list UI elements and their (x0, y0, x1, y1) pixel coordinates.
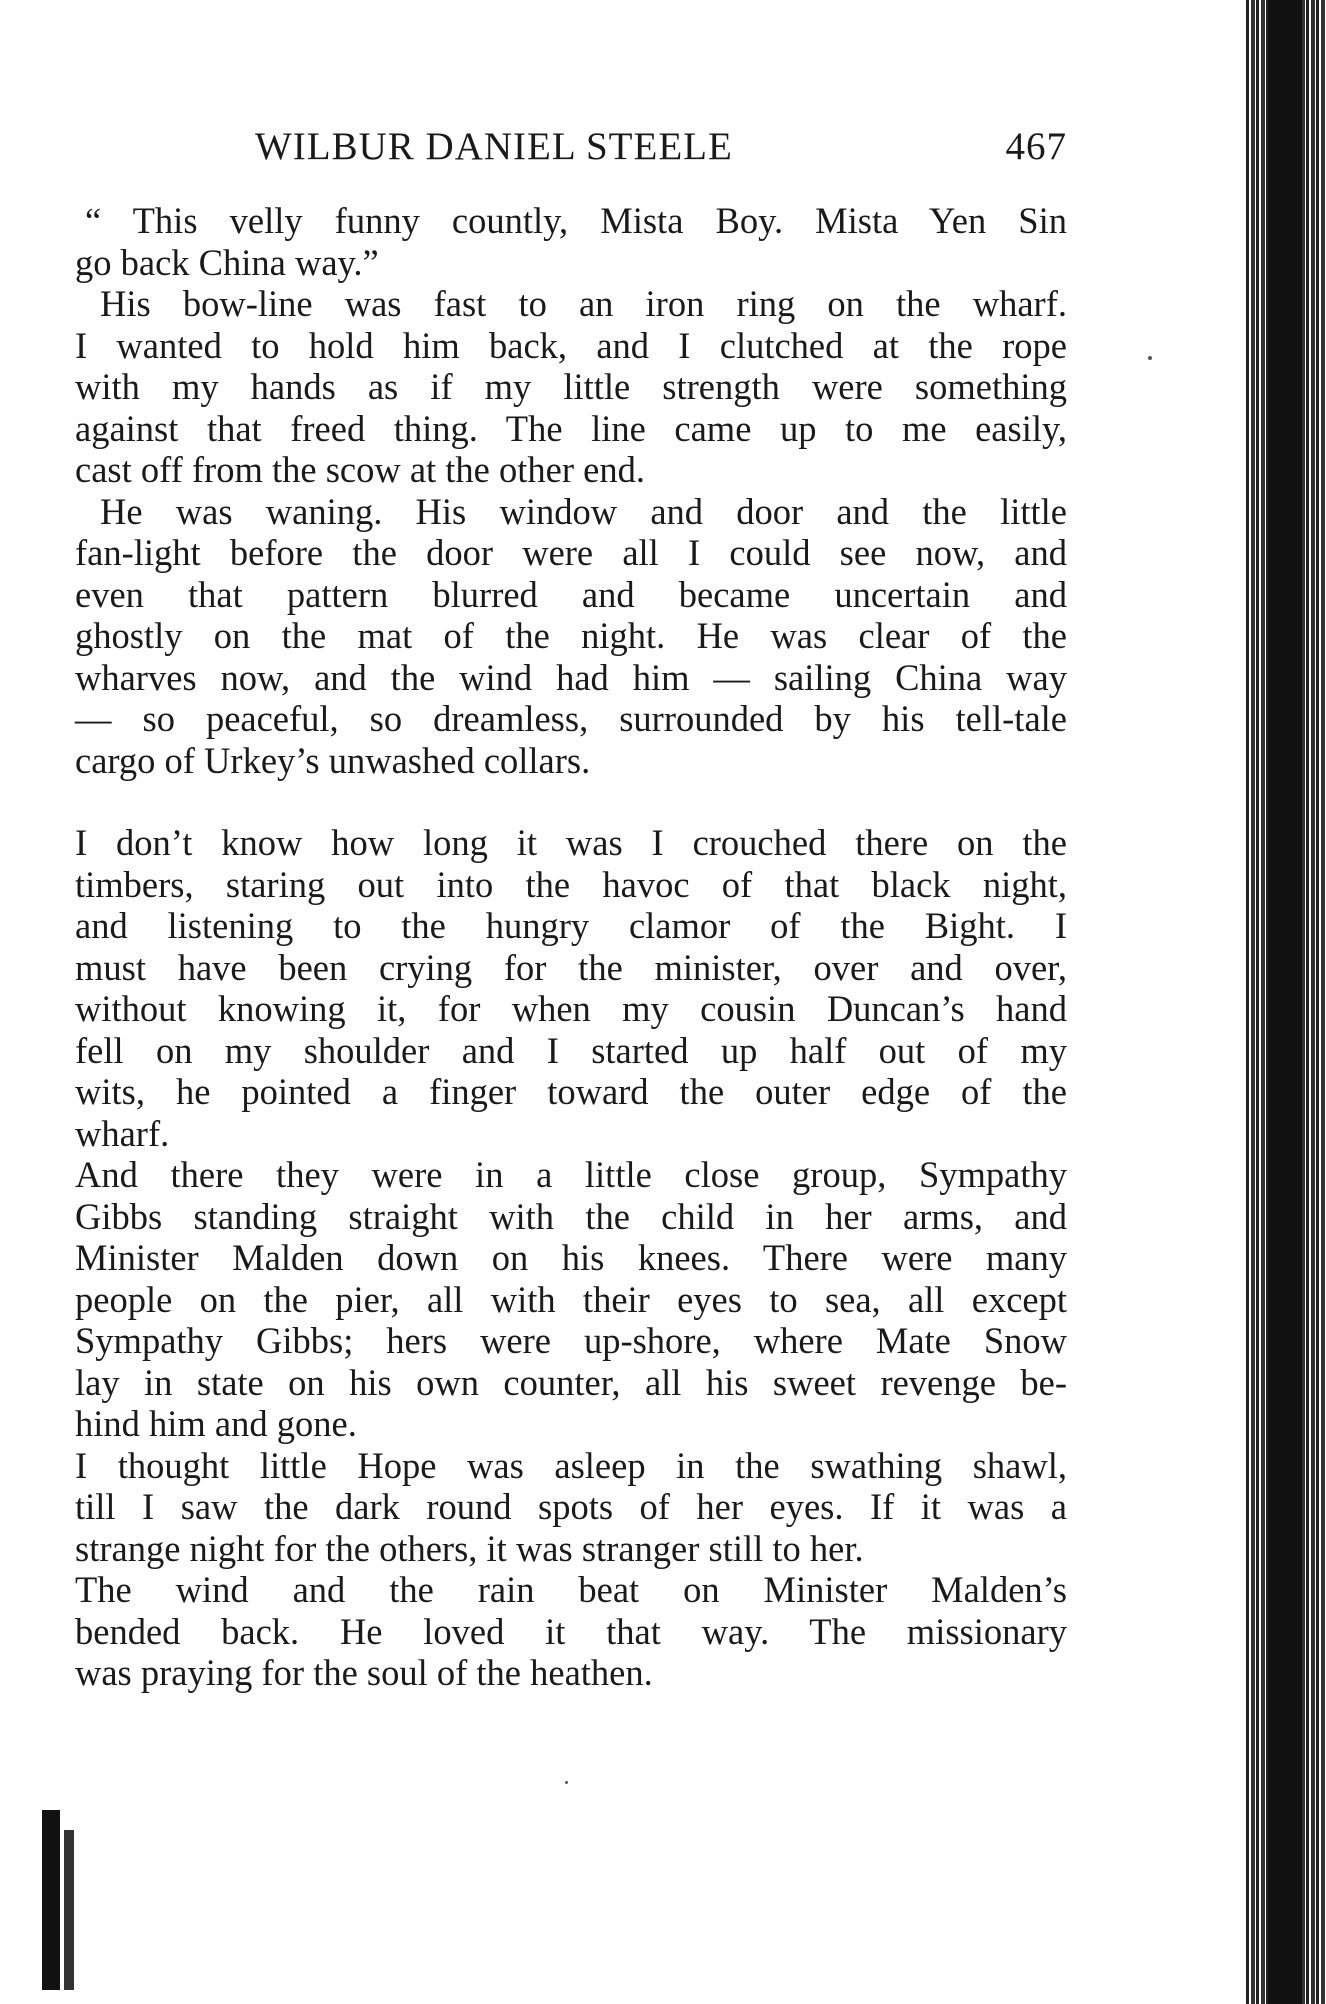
text-line: must have been crying for the minister, over and over, (75, 946, 1067, 988)
text-line: people on the pier, all with their eyes to sea, all except (75, 1278, 1067, 1320)
scan-speck (1148, 356, 1152, 360)
text-line: I wanted to hold him back, and I clutched at the rope (75, 324, 1067, 366)
text-line: wharf. (75, 1112, 170, 1154)
text-line: go back China way.” (75, 241, 379, 283)
text-line: Minister Malden down on his knees. There were many (75, 1237, 1067, 1278)
text-line: I don’t know how long it was I crouched there on the (75, 822, 1067, 863)
text-line: cast off from the scow at the other end. (75, 449, 645, 490)
page-edge-mark (42, 1810, 60, 1990)
text-line: fell on my shoulder and I started up half out of my (75, 1029, 1067, 1071)
text-line: I thought little Hope was asleep in the swathing shawl, (75, 1444, 1067, 1486)
text-line: lay in state on his own counter, all his sweet revenge be- (75, 1361, 1067, 1403)
text-line: He was waning. His window and door and the little (100, 490, 1067, 532)
running-head-author: WILBUR DANIEL STEELE (255, 125, 733, 168)
running-head (75, 124, 1067, 184)
text-line: and listening to the hungry clamor of the Bight. I (75, 905, 1067, 946)
text-line: against that freed thing. The line came up to me easily, (75, 407, 1067, 449)
text-line: cargo of Urkey’s unwashed collars. (75, 739, 591, 781)
body-text (75, 200, 1067, 1694)
text-line: timbers, staring out into the havoc of that black night, (75, 863, 1067, 905)
text-line: with my hands as if my little strength were something (75, 366, 1067, 407)
section-break (75, 781, 1067, 822)
text-line: strange night for the others, it was stranger still to her. (75, 1527, 864, 1569)
page-number: 467 (1005, 125, 1067, 168)
scan-speck (565, 1781, 568, 1784)
text-line: was praying for the soul of the heathen. (75, 1652, 653, 1693)
text-line: ghostly on the mat of the night. He was clear of the (75, 615, 1067, 656)
spine-dark-band (1268, 0, 1302, 2004)
text-line: till I saw the dark round spots of her eyes. If it was a (75, 1486, 1067, 1527)
text-line: — so peaceful, so dreamless, surrounded by his tell-tale (75, 698, 1067, 739)
text-line: “ This velly funny countly, Mista Boy. Mista Yen Sin (85, 200, 1067, 241)
text-line: without knowing it, for when my cousin Duncan’s hand (75, 988, 1067, 1029)
text-line: hind him and gone. (75, 1403, 357, 1444)
text-line: And there they were in a little close group, Sympathy (75, 1154, 1067, 1195)
page-edge-mark (64, 1830, 74, 1990)
text-line: fan-light before the door were all I could see now, and (75, 532, 1067, 573)
text-line: His bow-line was fast to an iron ring on the wharf. (100, 283, 1067, 324)
book-spine-shadow (1246, 0, 1326, 2004)
text-line: bended back. He loved it that way. The missionary (75, 1610, 1067, 1652)
text-line: wharves now, and the wind had him — sailing China way (75, 656, 1067, 698)
text-line: even that pattern blurred and became uncertain and (75, 573, 1067, 615)
text-line: Sympathy Gibbs; hers were up-shore, where Mate Snow (75, 1320, 1067, 1361)
text-line: wits, he pointed a finger toward the outer edge of the (75, 1071, 1067, 1112)
text-line: Gibbs standing straight with the child in her arms, and (75, 1195, 1067, 1237)
text-line: The wind and the rain beat on Minister Malden’s (75, 1569, 1067, 1610)
